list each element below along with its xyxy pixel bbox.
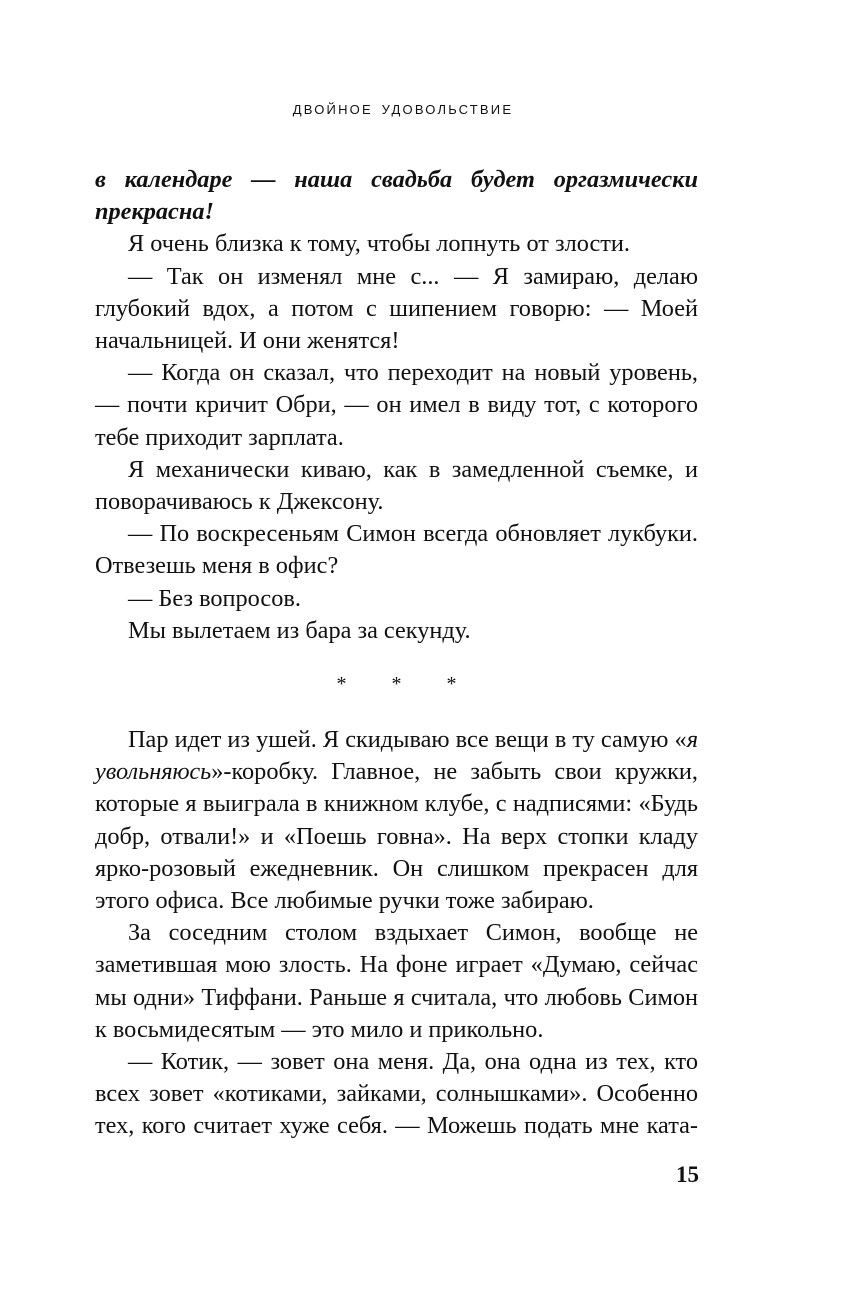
italic-phrase: я увольняюсь [95,726,698,786]
paragraph: — По воскресеньям Симон всегда обновляет лукбуки. Отвезешь меня в офис? [95,520,698,580]
running-head: ДВОЙНОЕ УДОВОЛЬСТВИЕ [292,102,514,117]
paragraph: Я механически киваю, как в замедленной съемке, и поворачиваюсь к Джексону. [95,455,698,516]
section-separator: * * * [336,673,477,696]
paragraph: — Когда он сказал, что переходит на новый уровень, — почти кричит Обри, — он имел в виду тот, с которого тебе приходит зарплата. [95,359,698,451]
paragraph: Я очень близка к тому, чтобы лопнуть от злости. [128,230,630,258]
paragraph: За соседним столом вздыхает Симон, вообще не заметившая мою злость. На фоне играет «Думаю, сейчас мы одни» Тиффани. Раньше я считала, что любовь Симон к восьмидесятым — это мило и прикольно. [95,919,698,1043]
body-text [95,164,698,1143]
paragraph: — Так он изменял мне с... — Я замираю, делаю глубокий вдох, а потом с шипением говорю: — Моей начальницей. И они женятся! [95,262,698,355]
paragraph: Мы вылетаем из бара за секунду. [128,616,471,644]
paragraph-text: Пар идет из ушей. Я скидываю все вещи в ту самую « [128,726,687,754]
paragraph-text: »-коробку. Главное, не забыть свои кружки, которые я выиграла в книжном клубе, с надписями: «Будь добр, отвали!» и «Поешь говна». На верх стопки кладу ярко-розовый ежедневник. Он слишком прекрасен для этого офиса. Все любимые ручки тоже забираю. [95,758,698,915]
paragraph: — Котик, — зовет она меня. Да, она одна из тех, кто всех зовет «котиками, зайками, солнышками». Особенно тех, кого считает хуже себя. — Можешь подать мне ката- [95,1048,698,1140]
paragraph [95,724,698,917]
paragraph: — Без вопросов. [128,584,301,612]
paragraph: в календаре — наша свадьба будет оргазмически прекрасна! [95,166,698,226]
page-number: 15 [676,1162,699,1187]
